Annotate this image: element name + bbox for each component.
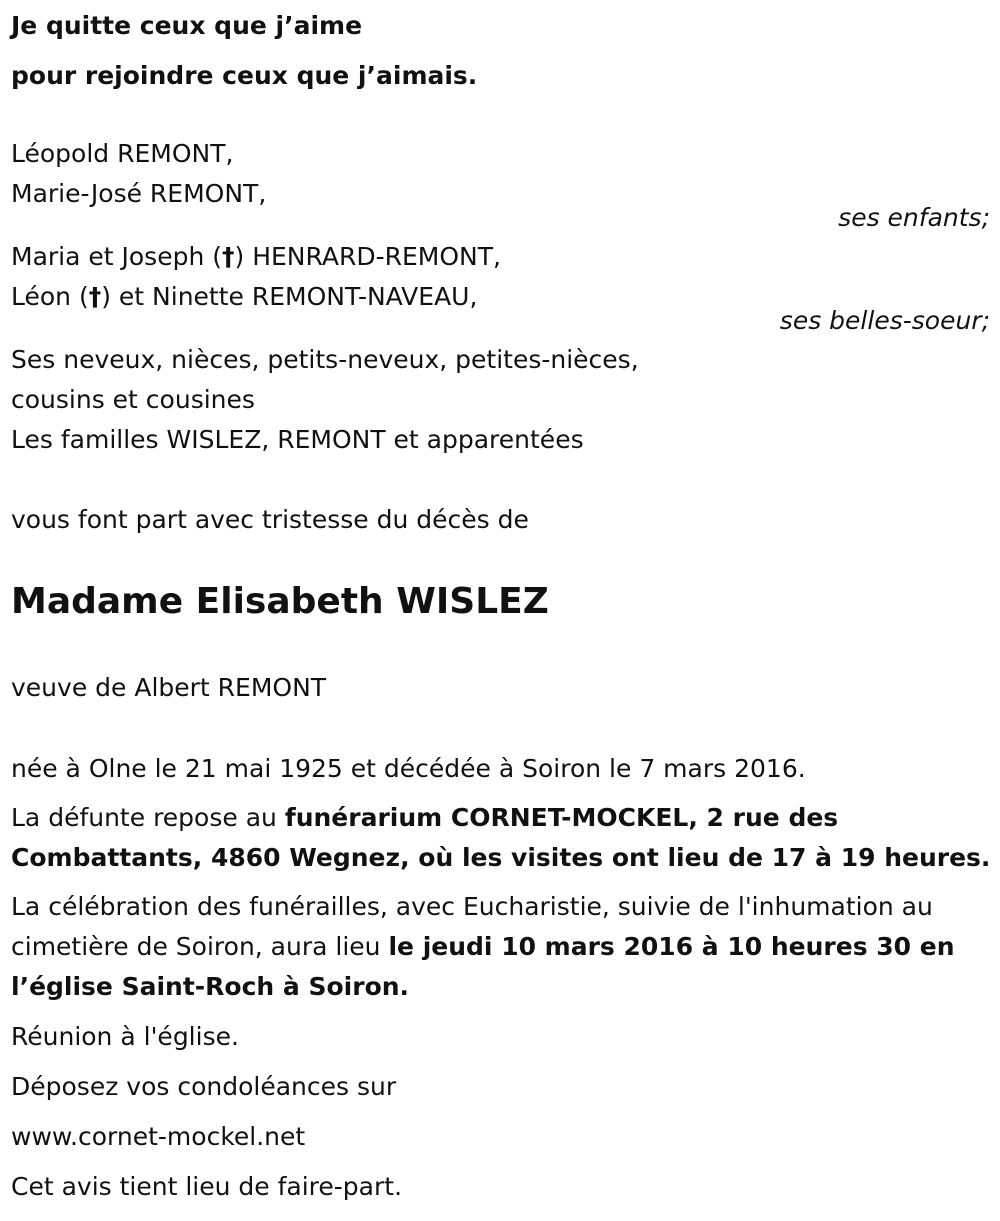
reunion-line: Réunion à l'église. xyxy=(11,1022,239,1051)
ceremony-line-2-prefix: cimetière de Soiron, aura lieu xyxy=(11,932,389,961)
repose-line-1 xyxy=(11,798,838,838)
sister-in-law-line-1-end: ) HENRARD-REMONT, xyxy=(234,242,501,271)
children-relation: ses enfants; xyxy=(838,203,990,232)
cross-icon: † xyxy=(222,242,235,271)
closing-line: Cet avis tient lieu de faire-part. xyxy=(11,1172,403,1201)
child-name-2: Marie-José REMONT, xyxy=(11,179,267,208)
announcement: vous font part avec tristesse du décès de xyxy=(11,505,529,534)
repose-line-2: Combattants, 4860 Wegnez, où les visites ont lieu de 17 à 19 heures. xyxy=(11,843,991,872)
ceremony-line-3: l’église Saint-Roch à Soiron. xyxy=(11,972,410,1001)
deceased-name: Madame Elisabeth WISLEZ xyxy=(11,581,549,622)
cross-icon: † xyxy=(88,282,102,311)
ceremony-line-1: La célébration des funérailles, avec Eucharistie, suivie de l'inhumation au xyxy=(11,892,933,921)
website-link: www.cornet-mockel.net xyxy=(11,1122,306,1151)
spouse-line: veuve de Albert REMONT xyxy=(11,673,327,702)
dates-line: née à Olne le 21 mai 1925 et décédée à Soiron le 7 mars 2016. xyxy=(11,754,806,783)
sister-in-law-line-2 xyxy=(11,277,477,317)
repose-prefix: La défunte repose au xyxy=(11,803,285,832)
relatives-line-2: cousins et cousines xyxy=(11,385,255,414)
quote-line-1: Je quitte ceux que j’aime xyxy=(11,11,363,40)
condolences-line: Déposez vos condoléances sur xyxy=(11,1072,397,1101)
ceremony-date: le jeudi 10 mars 2016 à 10 heures 30 en xyxy=(388,932,955,961)
sisters-in-law-relation: ses belles-soeur; xyxy=(779,306,990,335)
sister-in-law-line-1-start: Maria et Joseph ( xyxy=(11,242,222,271)
sister-in-law-line-1 xyxy=(11,237,501,277)
quote-line-2: pour rejoindre ceux que j’aimais. xyxy=(11,61,478,90)
repose-location: funérarium CORNET-MOCKEL, 2 rue des xyxy=(284,803,839,832)
relatives-line-3: Les familles WISLEZ, REMONT et apparentées xyxy=(11,425,584,454)
sister-in-law-line-2-end: ) et Ninette REMONT-NAVEAU, xyxy=(101,282,478,311)
relatives-line-1: Ses neveux, nièces, petits-neveux, petites-nièces, xyxy=(11,345,639,374)
ceremony-line-2 xyxy=(11,927,955,967)
sister-in-law-line-2-start: Léon ( xyxy=(11,282,89,311)
child-name-1: Léopold REMONT, xyxy=(11,139,234,168)
